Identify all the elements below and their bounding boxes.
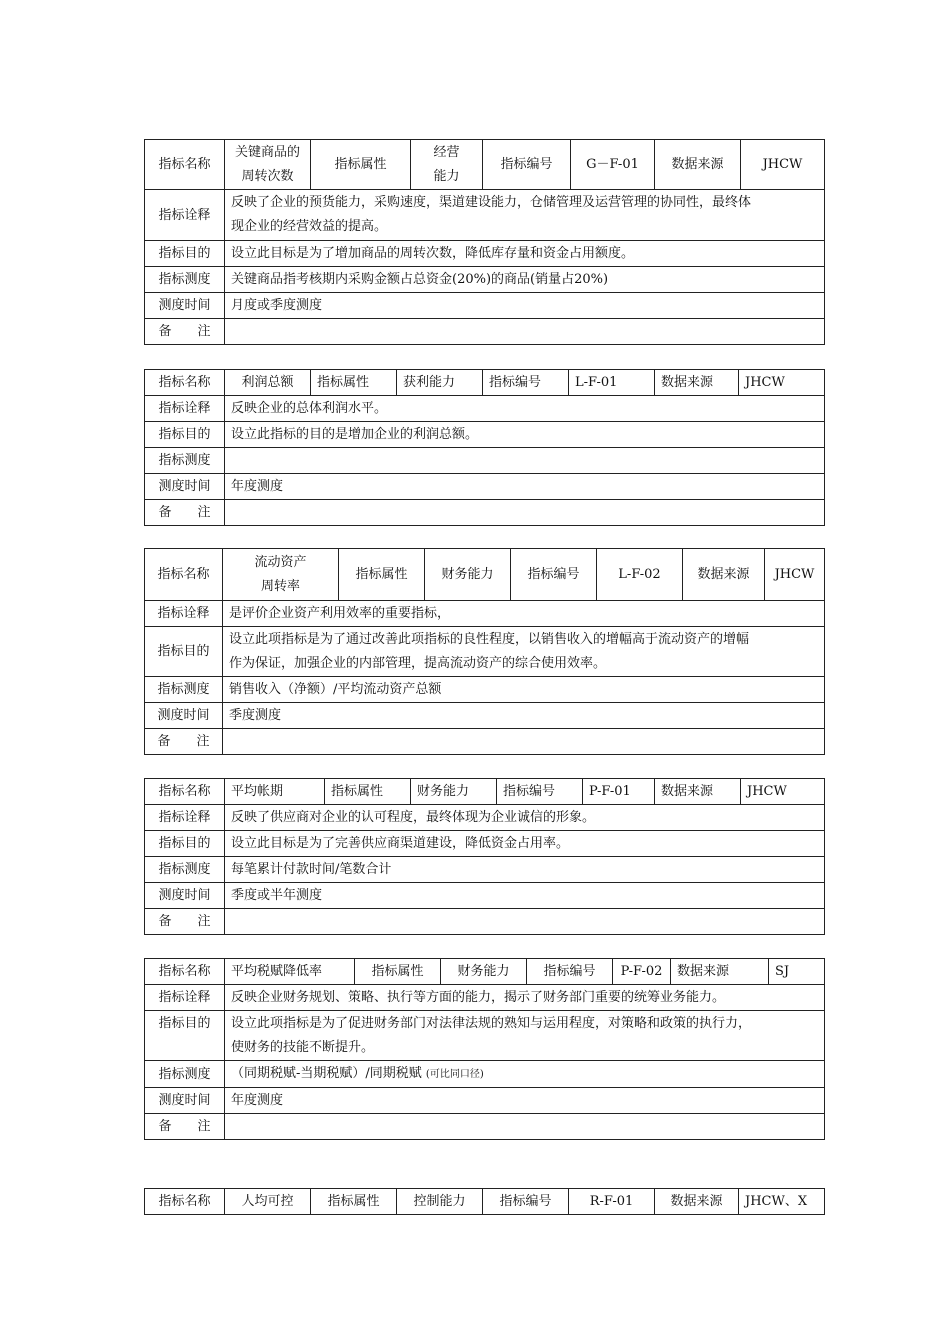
- indicator-attr: 获利能力: [397, 370, 483, 396]
- time-label: 测度时间: [145, 1088, 225, 1114]
- source-label: 数据来源: [655, 370, 739, 396]
- indicator-code: P-F-02: [613, 959, 671, 985]
- time-label: 测度时间: [145, 883, 225, 909]
- time-label: 测度时间: [145, 474, 225, 500]
- explain-label: 指标诠释: [145, 805, 225, 831]
- code-label: 指标编号: [483, 140, 571, 190]
- attr-label: 指标属性: [339, 549, 425, 601]
- kpi-table-6: [144, 1188, 825, 1215]
- source-label: 数据来源: [671, 959, 769, 985]
- purpose-label: 指标目的: [145, 831, 225, 857]
- indicator-name: 流动资产 周转率: [223, 549, 339, 601]
- indicator-name: 平均帐期: [225, 779, 325, 805]
- code-label: 指标编号: [483, 1189, 569, 1215]
- attr-label: 指标属性: [311, 370, 397, 396]
- indicator-explain: 反映企业财务规划、策略、执行等方面的能力，揭示了财务部门重要的统筹业务能力。: [225, 985, 825, 1011]
- indicator-attr: 财务能力: [411, 779, 497, 805]
- indicator-explain: 是评价企业资产利用效率的重要指标，: [223, 601, 825, 627]
- code-label: 指标编号: [511, 549, 597, 601]
- name-label: 指标名称: [145, 779, 225, 805]
- indicator-attr: 财务能力: [425, 549, 511, 601]
- attr-label: 指标属性: [355, 959, 441, 985]
- purpose-label: 指标目的: [145, 627, 223, 677]
- attr-label: 指标属性: [311, 140, 411, 190]
- kpi-table-4: [144, 778, 825, 935]
- indicator-code: R-F-01: [569, 1189, 655, 1215]
- indicator-name: 关键商品的 周转次数: [225, 140, 311, 190]
- code-label: 指标编号: [483, 370, 569, 396]
- indicator-source: JHCW: [741, 779, 825, 805]
- time-label: 测度时间: [145, 293, 225, 319]
- indicator-time: 年度测度: [225, 1088, 825, 1114]
- measure-label: 指标测度: [145, 1061, 225, 1088]
- indicator-time: 季度或半年测度: [225, 883, 825, 909]
- source-label: 数据来源: [655, 140, 741, 190]
- measure-label: 指标测度: [145, 448, 225, 474]
- time-label: 测度时间: [145, 703, 223, 729]
- indicator-attr: 财务能力: [441, 959, 527, 985]
- indicator-measure: 每笔累计付款时间/笔数合计: [225, 857, 825, 883]
- note-label: 备 注: [145, 729, 223, 755]
- name-label: 指标名称: [145, 370, 225, 396]
- indicator-purpose: 设立此项指标是为了促进财务部门对法律法规的熟知与运用程度，对策略和政策的执行力， 使财务的技能不断提升。: [225, 1011, 825, 1061]
- indicator-measure: （同期税赋-当期税赋）/同期税赋 (可比同口径): [225, 1061, 825, 1088]
- source-label: 数据来源: [655, 779, 741, 805]
- measure-label: 指标测度: [145, 267, 225, 293]
- indicator-note: [225, 319, 825, 345]
- code-label: 指标编号: [527, 959, 613, 985]
- kpi-table-2: [144, 369, 825, 526]
- name-label: 指标名称: [145, 1189, 225, 1215]
- indicator-time: 季度测度: [223, 703, 825, 729]
- note-label: 备 注: [145, 319, 225, 345]
- code-label: 指标编号: [497, 779, 583, 805]
- note-label: 备 注: [145, 1114, 225, 1140]
- note-label: 备 注: [145, 909, 225, 935]
- purpose-label: 指标目的: [145, 422, 225, 448]
- indicator-name: 人均可控: [225, 1189, 311, 1215]
- purpose-label: 指标目的: [145, 241, 225, 267]
- indicator-note: [225, 1114, 825, 1140]
- indicator-time: 年度测度: [225, 474, 825, 500]
- indicator-explain: 反映了企业的预货能力，采购速度，渠道建设能力，仓储管理及运营管理的协同性，最终体 现企业的经营效益的提高。: [225, 190, 825, 241]
- indicator-purpose: 设立此目标是为了增加商品的周转次数，降低库存量和资金占用额度。: [225, 241, 825, 267]
- indicator-code: L-F-02: [597, 549, 683, 601]
- name-label: 指标名称: [145, 549, 223, 601]
- indicator-measure: 关键商品指考核期内采购金额占总资金(20%)的商品(销量占20%): [225, 267, 825, 293]
- measure-label: 指标测度: [145, 677, 223, 703]
- indicator-note: [223, 729, 825, 755]
- indicator-code: L-F-01: [569, 370, 655, 396]
- kpi-table-5: [144, 958, 825, 1140]
- kpi-table-3: [144, 548, 825, 755]
- indicator-name: 利润总额: [225, 370, 311, 396]
- indicator-code: G－F-01: [571, 140, 655, 190]
- attr-label: 指标属性: [325, 779, 411, 805]
- indicator-explain: 反映企业的总体利润水平。: [225, 396, 825, 422]
- indicator-purpose: 设立此目标是为了完善供应商渠道建设，降低资金占用率。: [225, 831, 825, 857]
- indicator-source: JHCW: [741, 140, 825, 190]
- explain-label: 指标诠释: [145, 396, 225, 422]
- note-label: 备 注: [145, 500, 225, 526]
- name-label: 指标名称: [145, 140, 225, 190]
- indicator-measure: [225, 448, 825, 474]
- indicator-code: P-F-01: [583, 779, 655, 805]
- indicator-note: [225, 500, 825, 526]
- kpi-table-1: [144, 139, 825, 345]
- indicator-source: JHCW、X: [739, 1189, 825, 1215]
- measure-label: 指标测度: [145, 857, 225, 883]
- indicator-source: SJ: [769, 959, 825, 985]
- indicator-attr: 经营 能力: [411, 140, 483, 190]
- indicator-attr: 控制能力: [397, 1189, 483, 1215]
- indicator-explain: 反映了供应商对企业的认可程度，最终体现为企业诚信的形象。: [225, 805, 825, 831]
- explain-label: 指标诠释: [145, 601, 223, 627]
- purpose-label: 指标目的: [145, 1011, 225, 1061]
- indicator-source: JHCW: [765, 549, 825, 601]
- indicator-purpose: 设立此项指标是为了通过改善此项指标的良性程度，以销售收入的增幅高于流动资产的增幅 作为保证，加强企业的内部管理，提高流动资产的综合使用效率。: [223, 627, 825, 677]
- indicator-time: 月度或季度测度: [225, 293, 825, 319]
- indicator-name: 平均税赋降低率: [225, 959, 355, 985]
- name-label: 指标名称: [145, 959, 225, 985]
- explain-label: 指标诠释: [145, 985, 225, 1011]
- indicator-note: [225, 909, 825, 935]
- indicator-source: JHCW: [739, 370, 825, 396]
- source-label: 数据来源: [683, 549, 765, 601]
- attr-label: 指标属性: [311, 1189, 397, 1215]
- indicator-purpose: 设立此指标的目的是增加企业的利润总额。: [225, 422, 825, 448]
- indicator-measure: 销售收入（净额）/平均流动资产总额: [223, 677, 825, 703]
- source-label: 数据来源: [655, 1189, 739, 1215]
- explain-label: 指标诠释: [145, 190, 225, 241]
